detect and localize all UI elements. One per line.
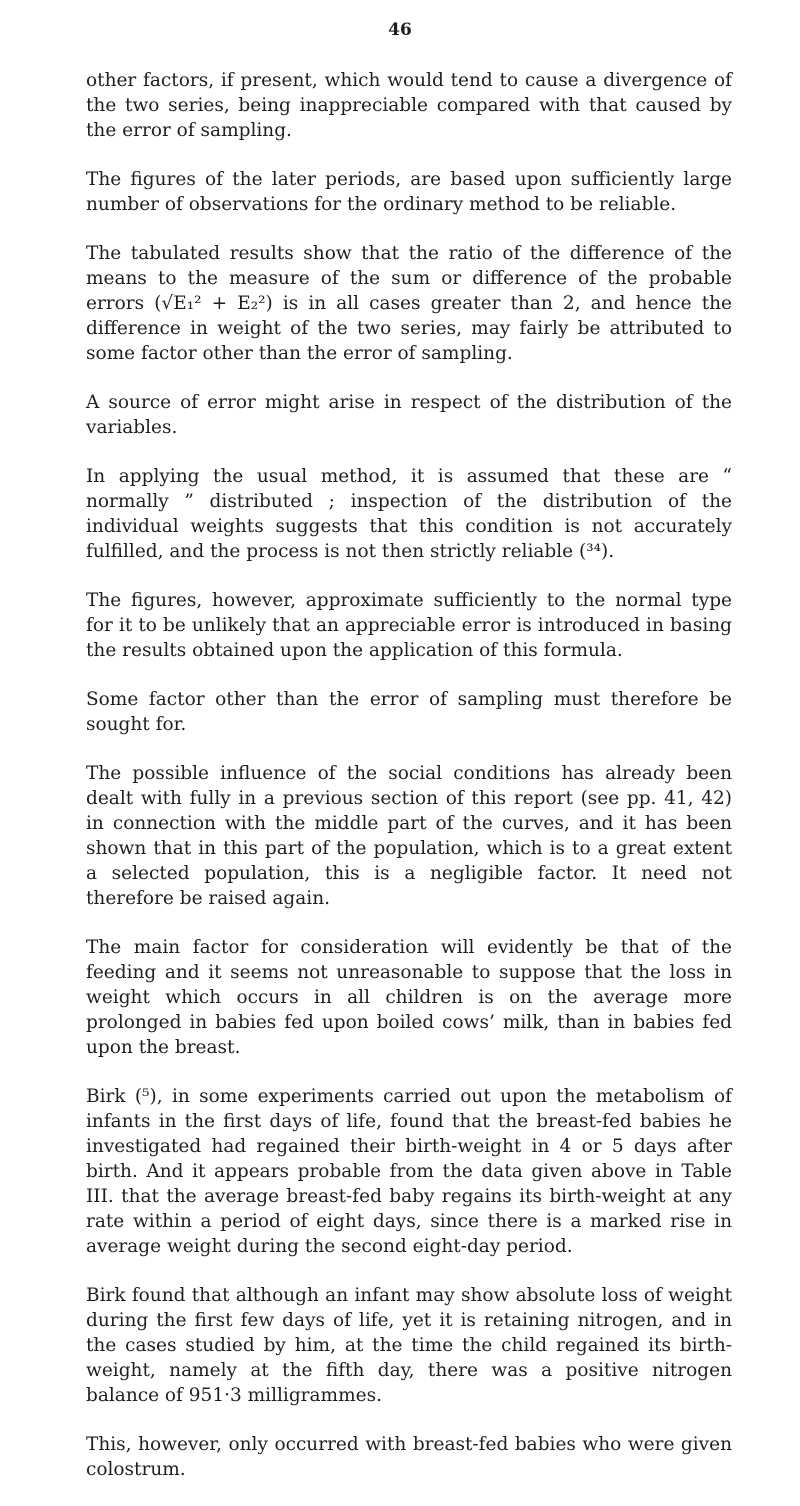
paragraph-1: other factors, if present, which would tend to cause a divergence of the two series, being inappreciable compared with that caused by the error of sampling.: [86, 70, 732, 141]
paragraph-6: The figures, however, approximate sufficiently to the normal type for it to be unlikely that an appreciable error is introduced in basing the results obtained upon the application of this formula.: [86, 590, 732, 661]
body-text: [86, 68, 732, 1506]
paragraph-4: A source of error might arise in respect of the distribution of the variables.: [86, 392, 732, 438]
page-number: 46: [388, 20, 412, 40]
paragraph-10: Birk (⁵), in some experiments carried out upon the metabolism of infants in the first days of life, found that the breast-fed babies he investigated had regained their birth-weight in 4 or 5 days after birth. And it appears probable from the data given above in Table III. that the average breast-fed baby regains its birth-weight at any rate within a period of eight days, since there is a marked rise in average weight during the second eight-day period.: [86, 1086, 732, 1257]
paragraph-12: This, however, only occurred with breast-fed babies who were given colostrum.: [86, 1434, 732, 1480]
paragraph-11: Birk found that although an infant may show absolute loss of weight during the first few days of life, yet it is retaining nitrogen, and in the cases studied by him, at the time the child regained its birth-weight, namely at the fifth day, there was a positive nitrogen balance of 951·3 milligrammes.: [86, 1285, 732, 1406]
paragraph-7: Some factor other than the error of sampling must therefore be sought for.: [86, 689, 732, 735]
paragraph-9: The main factor for consideration will evidently be that of the feeding and it seems not unreasonable to suppose that the loss in weight which occurs in all children is on the average more prolonged in babies fed upon boiled cows’ milk, than in babies fed upon the breast.: [86, 937, 732, 1058]
paragraph-2: The figures of the later periods, are based upon sufficiently large number of observations for the ordinary method to be reliable.: [86, 169, 732, 215]
paragraph-8: The possible influence of the social conditions has already been dealt with fully in a previous section of this report (see pp. 41, 42) in connection with the middle part of the curves, and it has been shown that in this part of the population, which is to a great extent a selected population, this is a negligible factor. It need not therefore be raised again.: [86, 763, 732, 909]
paragraph-5: In applying the usual method, it is assumed that these are “ normally ” distributed ; inspection of the distribution of the individual weights suggests that this condition is not accurately fulfilled, and the process is not then strictly reliable (³⁴).: [86, 466, 732, 562]
paragraph-3: The tabulated results show that the ratio of the difference of the means to the measure of the sum or difference of the probable errors (√E₁² + E₂²) is in all cases greater than 2, and hence the difference in weight of the two series, may fairly be attributed to some factor other than the error of sampling.: [86, 243, 732, 364]
